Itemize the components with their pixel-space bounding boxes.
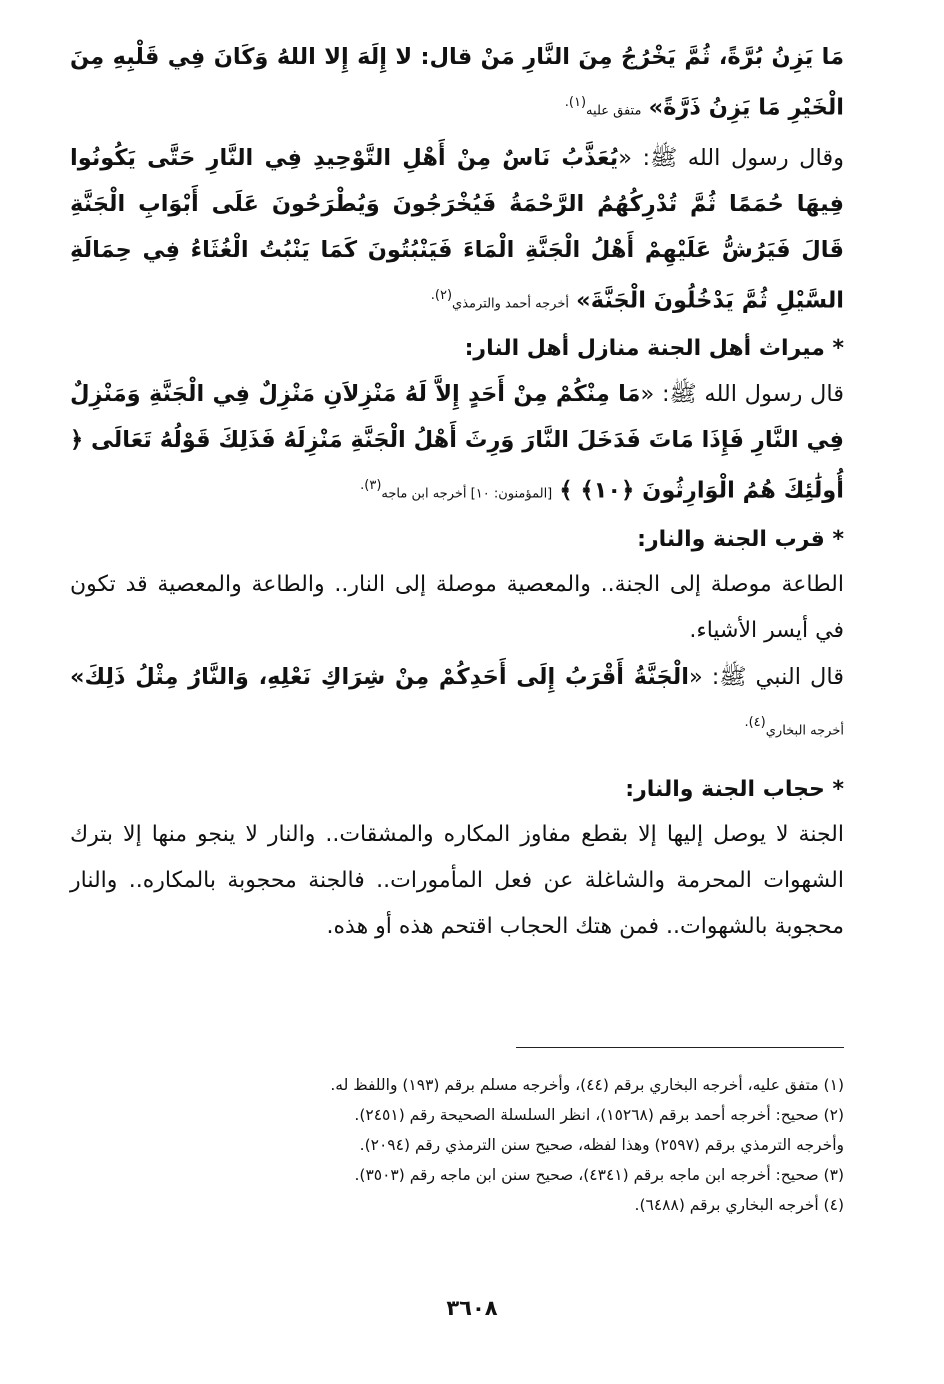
footnote-4: (٤) أخرجه البخاري برقم (٦٤٨٨). xyxy=(634,1196,844,1214)
footnote-marker: (٤). xyxy=(744,714,766,730)
hadith-text: مَا يَزِنُ بُرَّةً، ثُمَّ يَخْرُجُ مِنَ النَّارِ مَنْ قال: لا إِلَهَ إِلا اللهُ وَكَانَ فِي قَلْبِهِ مِنَ الْخَيْرِ مَا يَزِنُ ذَرَّةً» xyxy=(70,44,844,121)
footnote-marker: (١). xyxy=(564,95,587,110)
hadith-intro: قال النبي ﷺ: « xyxy=(688,663,844,690)
footnote-3: (٣) صحيح: أخرجه ابن ماجه برقم (٤٣٤١)، صحيح سنن ابن ماجه رقم (٣٥٠٣). xyxy=(354,1166,844,1184)
footnote-2-continued: وأخرجه الترمذي برقم (٢٥٩٧) وهذا لفظه، صحيح سنن الترمذي رقم (٢٠٩٤). xyxy=(359,1136,844,1154)
paragraph-6: الجنة لا يوصل إليها إلا بقطع مفاوز المكاره والمشقات.. والنار لا ينجو منها إلا بترك الشهوات المحرمة والشاغلة عن فعل المأمورات.. فالجنة محجوبة بالمكاره.. والنار محجوبة بالشهوات.. فمن هتك الحجاب اقتحم هذه أو هذه. xyxy=(70,822,844,939)
footnotes xyxy=(90,1070,844,1220)
footnote-1: (١) متفق عليه، أخرجه البخاري برقم (٤٤)، وأخرجه مسلم برقم (١٩٣) واللفظ له. xyxy=(330,1076,844,1094)
hadith-reference: [المؤمنون: ١٠] أخرجه ابن ماجه xyxy=(381,486,553,502)
section-heading-inheritance: * ميراث أهل الجنة منازل أهل النار: xyxy=(464,336,844,361)
hadith-reference: أخرجه أحمد والترمذي xyxy=(452,296,570,311)
footnote-marker: (٣). xyxy=(360,478,382,493)
hadith-text: الْجَنَّةُ أَقْرَبُ إِلَى أَحَدِكُمْ مِنْ شِرَاكِ نَعْلِهِ، وَالنَّارُ مِثْلُ ذَلِكَ» xyxy=(70,663,689,690)
paragraph-3 xyxy=(70,371,844,518)
paragraph-5 xyxy=(70,654,844,755)
section-heading-veil: * حجاب الجنة والنار: xyxy=(625,777,844,802)
hadith-text: مَا مِنْكُمْ مِنْ أَحَدٍ إِلاَّ لَهُ مَنْزِلاَنِ مَنْزِلٌ فِي الْجَنَّةِ وَمَنْزِلٌ فِي النَّارِ فَإِذَا مَاتَ فَدَخَلَ النَّارَ وَرِثَ أَهْلُ الْجَنَّةِ مَنْزِلَهُ فَذَلِكَ قَوْلُهُ تَعَالَى ﴿ أُولَٰئِكَ هُمُ الْوَارِثُونَ ﴿١٠﴾ ﴾ xyxy=(70,381,844,504)
section-heading-nearness: * قرب الجنة والنار: xyxy=(637,526,844,552)
hadith-intro: وقال رسول الله ﷺ: « xyxy=(618,144,844,171)
page-number: ٣٦٠٨ xyxy=(446,1296,498,1320)
paragraph-1 xyxy=(70,34,844,135)
hadith-reference: أخرجه البخاري xyxy=(765,723,844,738)
footnote-marker: (٢). xyxy=(430,287,453,303)
hadith-reference: متفق عليه xyxy=(586,103,642,119)
paragraph-4: الطاعة موصلة إلى الجنة.. والمعصية موصلة إلى النار.. والطاعة والمعصية قد تكون في أيسر الأشياء. xyxy=(70,571,844,643)
paragraph-2 xyxy=(70,135,844,328)
footnote-divider xyxy=(516,1047,844,1048)
footnote-2: (٢) صحيح: أخرجه أحمد برقم (١٥٢٦٨)، انظر السلسلة الصحيحة رقم (٢٤٥١). xyxy=(354,1106,844,1124)
hadith-text: يُعَذَّبُ نَاسٌ مِنْ أَهْلِ التَّوْحِيدِ فِي النَّارِ حَتَّى يَكُونُوا فِيهَا حُمَمًا ثُمَّ تُدْرِكُهُمُ الرَّحْمَةُ فَيُخْرَجُونَ وَيُطْرَحُونَ عَلَى أَبْوَابِ الْجَنَّةِ قَالَ فَيَرُشُّ عَلَيْهِمْ أَهْلُ الْجَنَّةِ الْمَاءَ فَيَنْبُتُونَ كَمَا يَنْبُتُ الْغُثَاءُ فِي حِمَالَةِ السَّيْلِ ثُمَّ يَدْخُلُونَ الْجَنَّةَ» xyxy=(70,144,844,313)
hadith-intro: قال رسول الله ﷺ: « xyxy=(640,381,844,407)
